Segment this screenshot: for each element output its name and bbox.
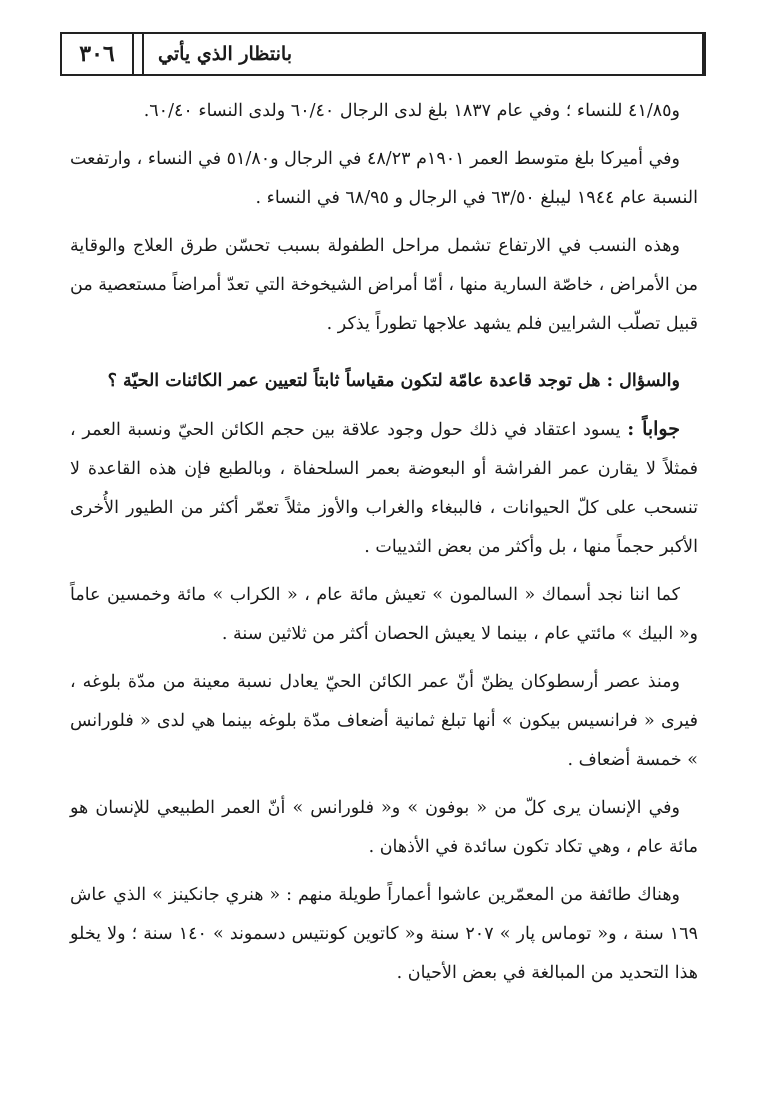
page-header (60, 32, 706, 76)
running-title: بانتظار الذي يأتي (144, 34, 704, 74)
page-body (70, 92, 698, 1002)
page-number: ٣٠٦ (79, 41, 115, 67)
paragraph-8: وهناك طائفة من المعمّرين عاشوا أعماراً طويلة منهم : « هنري جانكينز » الذي عاش ١٦٩ سنة ، و« توماس پار » ٢٠٧ سنة و« كاتوين كونتيس دسموند » ١٤٠ سنة ؛ ولا يخلو هذا التحديد من المبالغة في بعض الأحيان . (70, 885, 698, 983)
paragraph-1: و٤١/٨٥ للنساء ؛ وفي عام ١٨٣٧ بلغ لدى الرجال ٦٠/٤٠ ولدى النساء ٦٠/٤٠. (143, 101, 680, 121)
paragraph-2: وفي أميركا بلغ متوسط العمر ١٩٠١م ٤٨/٢٣ في الرجال و٥١/٨٠ في النساء ، وارتفعت النسبة عام ١٩٤٤ ليبلغ ٦٣/٥٠ في الرجال و ٦٨/٩٥ في النساء . (70, 149, 698, 208)
answer-paragraph (70, 410, 698, 567)
question-paragraph: والسؤال : هل توجد قاعدة عامّة لتكون مقياساً ثابتاً لتعيين عمر الكائنات الحيّة ؟ (107, 371, 680, 391)
paragraph-6: ومنذ عصر أرسطوكان يظنّ أنّ عمر الكائن الحيّ يعادل نسبة معينة من مدّة بلوغه ، فيرى « فرانسيس بيكون » أنها تبلغ ثمانية أضعاف مدّة بلوغه بينما هي لدى « فلورانس » خمسة أضعاف . (70, 672, 698, 770)
paragraph-7: وفي الإنسان يرى كلّ من « بوفون » و« فلورانس » أنّ العمر الطبيعي للإنسان هو مائة عام ، وهي تكاد تكون سائدة في الأذهان . (70, 798, 698, 857)
paragraph-5: كما اننا نجد أسماك « السالمون » تعيش مائة عام ، « الكراب » مائة وخمسين عاماً و« البيك » مائتي عام ، بينما لا يعيش الحصان أكثر من ثلاثين سنة . (70, 585, 698, 644)
paragraph-3: وهذه النسب في الارتفاع تشمل مراحل الطفولة بسبب تحسّن طرق العلاج والوقاية من الأمراض ، خاصّة السارية منها ، أمّا أمراض الشيخوخة التي تعدّ أمراضاً مستعصية من قبيل تصلّب الشرايين فلم يشهد علاجها تطوراً يذكر . (70, 236, 698, 334)
answer-lead: جواباً : (627, 418, 680, 440)
answer-text: يسود اعتقاد في ذلك حول وجود علاقة بين حجم الكائن الحيّ ونسبة العمر ، فمثلاً لا يقارن عمر الفراشة أو البعوضة بعمر السلحفاة ، وبالطبع فإن هذه القاعدة لا تنسحب على كلّ الحيوانات ، فالببغاء والغراب والأوز مثلاً تعمّر أكثر من الطيور الأُخرى الأكبر حجماً منها ، بل وأكثر من بعض الثدييات . (70, 420, 698, 557)
header-divider (132, 34, 144, 74)
